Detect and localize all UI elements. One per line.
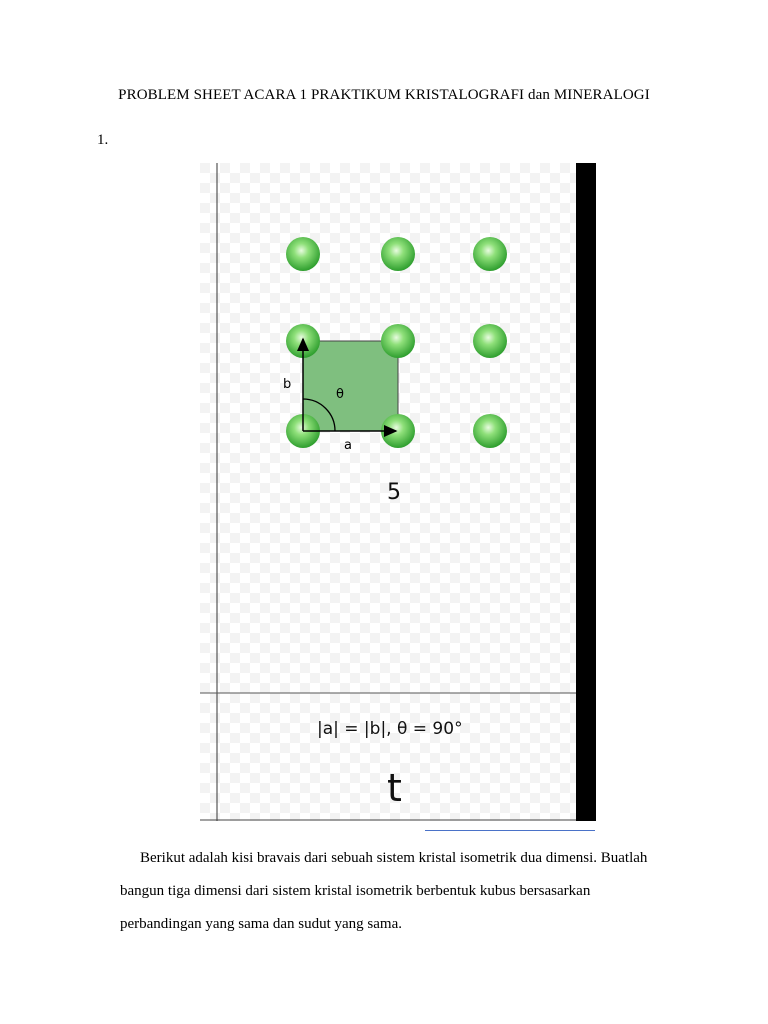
lattice-atom [286,237,320,271]
question-number: 1. [97,132,109,148]
unit-cell [303,341,398,431]
label-theta: θ [336,387,344,402]
lattice-atom [381,237,415,271]
label-a: a [344,438,352,453]
paragraph-line: bangun tiga dimensi dari sistem kristal isometrik berbentuk kubus bersasarkan [120,883,591,899]
lattice-atom [473,324,507,358]
lattice-atom [473,414,507,448]
page-title: PROBLEM SHEET ACARA 1 PRAKTIKUM KRISTALOGRAFI dan MINERALOGI [118,87,650,103]
caption-link-underline [425,830,595,831]
lattice-atom [473,237,507,271]
lattice-condition: |a| = |b|, θ = 90° [317,719,463,739]
lattice-figure [200,163,596,821]
paragraph-line: Berikut adalah kisi bravais dari sebuah sistem kristal isometrik dua dimensi. Buatlah [140,850,648,866]
question-paragraph [120,842,680,941]
panel-number: 5 [387,480,401,505]
paragraph-line: perbandingan yang sama dan sudut yang sama. [120,916,403,932]
lattice-atom [381,324,415,358]
figure-right-bar [576,163,596,821]
label-b: b [283,377,292,392]
system-letter: t [387,766,402,810]
